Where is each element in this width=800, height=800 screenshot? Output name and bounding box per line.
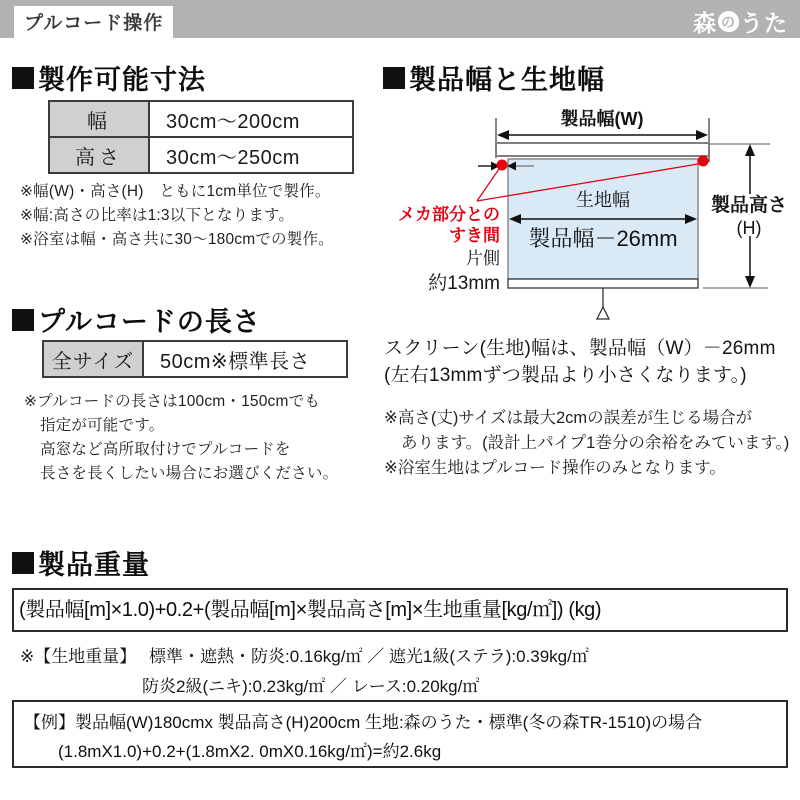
brand-text-post: うた <box>740 10 788 36</box>
gap-annotation-line1: メカ部分との <box>398 205 500 224</box>
product-width-label: 製品幅(W) <box>560 109 644 129</box>
row-header-allsizes: 全サイズ <box>43 341 143 377</box>
gap-dot-left-icon <box>497 160 508 171</box>
product-height-unit: (H) <box>736 218 762 238</box>
weight-example-box <box>12 700 788 768</box>
width-diagram <box>390 98 795 333</box>
note-line: あります。(設計上パイプ1巻分の余裕をみています。) <box>401 433 790 452</box>
section-marker-icon <box>12 552 34 574</box>
arrowhead-left-icon <box>497 130 509 140</box>
table-row <box>49 137 353 173</box>
note-line: ※プルコードの長さは100cm・150cmでも <box>24 393 321 410</box>
gap-annotation-line2: すき間 <box>449 226 500 245</box>
operation-type-badge: プルコード操作 <box>14 6 173 38</box>
bottom-bar <box>508 279 698 288</box>
fabric-width-formula: 製品幅－26mm <box>528 226 678 251</box>
note-line: 長さを長くしたい場合にお選びください。 <box>40 465 339 483</box>
arrowhead-down-icon <box>745 276 755 288</box>
pullcord-notes <box>24 390 338 486</box>
section-title-width-diagram: 製品幅と生地幅 <box>383 58 605 97</box>
brand-no-circle-icon: の <box>718 11 739 32</box>
pullcord-table <box>42 340 348 378</box>
row-value-height: 30cm～250cm <box>149 137 353 173</box>
gap-size-label: 約13mm <box>428 273 500 294</box>
note-line: ※高さ(丈)サイズは最大2cmの誤差が生じる場合が <box>384 409 753 427</box>
section-marker-icon <box>383 67 405 89</box>
note-line: 高窓など高所取付けでプルコードを <box>40 441 291 459</box>
row-value-width: 30cm～200cm <box>149 101 353 137</box>
fabric-width-label: 生地幅 <box>576 190 630 210</box>
weight-formula-box: (製品幅[m]×1.0)+0.2+(製品幅[m]×製品高さ[m]×生地重量[kg/㎡]) (kg) <box>12 588 788 632</box>
product-height-label: 製品高さ <box>710 195 788 216</box>
fabric-weight-line1 <box>20 642 589 672</box>
dimensions-table <box>48 100 354 174</box>
caption-line: スクリーン(生地)幅は、製品幅（W）－26mm <box>384 338 776 359</box>
note-line: 指定が可能です。 <box>40 417 165 435</box>
fabric-weight-values1: 標準・遮熱・防炎:0.16kg/㎡ ／ 遮光1級(ステラ):0.39kg/㎡ <box>148 647 589 666</box>
dimensions-notes <box>20 180 334 252</box>
arrowhead-up-icon <box>745 144 755 156</box>
width-diagram-notes <box>384 406 789 480</box>
fabric-width-caption <box>384 336 776 390</box>
section-marker-icon <box>12 309 34 331</box>
caption-line: (左右13mmずつ製品より小さくなります。) <box>384 364 747 386</box>
section-title-pullcord: プルコードの長さ <box>12 300 261 339</box>
brand-text-pre: 森 <box>693 10 717 36</box>
arrowhead-right-icon <box>696 130 708 140</box>
section-marker-icon <box>12 67 34 89</box>
gap-side-label: 片側 <box>466 249 500 268</box>
row-value-allsizes: 50cm※標準長さ <box>143 341 347 377</box>
gap-dot-right-icon <box>698 156 709 167</box>
row-header-height: 高さ <box>49 137 149 173</box>
example-line2: (1.8mX1.0)+0.2+(1.8mX2. 0mX0.16kg/㎡)=約2.6kg <box>58 741 442 761</box>
row-header-width: 幅 <box>49 101 149 137</box>
top-bar <box>0 0 800 38</box>
table-row <box>43 341 347 377</box>
note-line: ※浴室は幅・高さ共に30～180cmでの製作。 <box>20 231 334 249</box>
pull-cord-tab-icon <box>597 307 609 319</box>
brand-logo <box>693 5 788 38</box>
section-title-dimensions: 製作可能寸法 <box>12 58 206 97</box>
section-title-weight: 製品重量 <box>12 543 150 582</box>
leader-line-left <box>477 169 499 201</box>
table-row <box>49 101 353 137</box>
fabric-weight-label: ※【生地重量】 <box>20 647 137 666</box>
example-line1: 【例】製品幅(W)180cmx 製品高さ(H)200cm 生地:森のうた・標準(冬の森TR-1510)の場合 <box>24 713 703 732</box>
fabric-weight-note <box>20 642 589 702</box>
note-line: ※浴室生地はプルコード操作のみとなります。 <box>384 458 726 477</box>
fabric-weight-line2: 防炎2級(ニキ):0.23kg/㎡ ／ レース:0.20kg/㎡ <box>142 676 480 696</box>
note-line: ※幅:高さの比率は1:3以下となります。 <box>20 207 295 225</box>
head-rail <box>496 143 709 156</box>
note-line: ※幅(W)・高さ(H) ともに1cm単位で製作。 <box>20 183 331 200</box>
